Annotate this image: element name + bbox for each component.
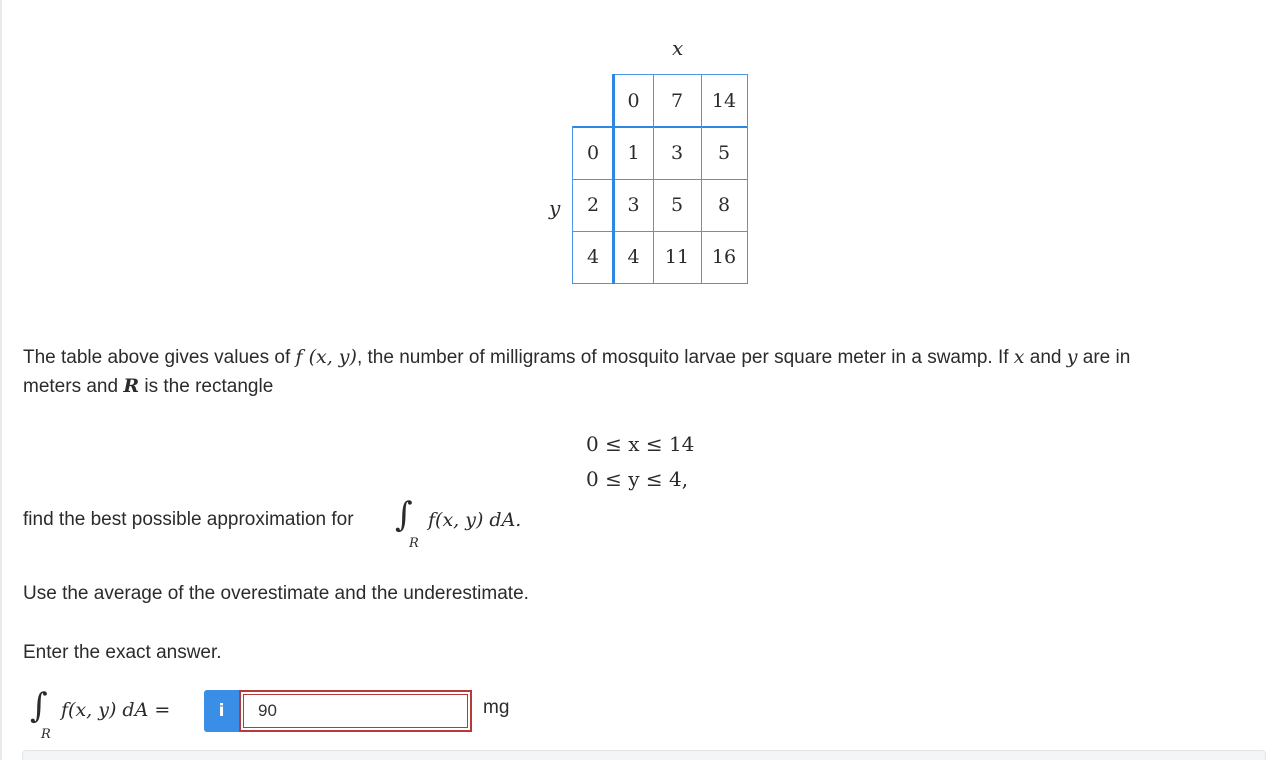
intro-function: f (x, y) <box>295 346 357 368</box>
answer-integral-subscript: R <box>41 727 51 742</box>
average-instruction: Use the average of the overestimate and the underestimate. <box>23 583 529 604</box>
table-grid-line <box>572 231 748 232</box>
problem-intro <box>23 343 1253 401</box>
table-grid-line <box>747 74 748 284</box>
integrand: f(x, y) dA. <box>428 509 522 531</box>
table-grid-line <box>572 126 573 284</box>
constraint-x: 0 ≤ x ≤ 14 <box>586 432 695 456</box>
x-header-cell: 0 <box>627 90 640 112</box>
info-button[interactable]: i <box>204 690 239 732</box>
table-grid-line <box>572 283 748 284</box>
table-value-cell: 1 <box>627 142 640 164</box>
table-value-cell: 11 <box>664 246 690 268</box>
find-text: find the best possible approximation for <box>23 509 354 530</box>
answer-integrand: f(x, y) dA = <box>61 699 171 721</box>
table-grid-line <box>653 74 654 284</box>
answer-integral-symbol: ∫ <box>30 686 48 726</box>
x-header-cell: 7 <box>670 90 684 112</box>
table-value-cell: 4 <box>627 246 640 268</box>
intro-region-r: R <box>123 375 140 397</box>
table-grid-line <box>614 74 748 75</box>
integral-symbol: ∫ <box>395 495 413 535</box>
intro-text: The table above gives values of <box>23 347 296 368</box>
next-section-panel <box>22 750 1266 760</box>
table-x-label: x <box>672 36 684 60</box>
y-header-cell: 2 <box>586 194 600 216</box>
table-grid-line <box>701 74 702 284</box>
y-header-cell: 4 <box>586 246 600 268</box>
table-grid-line <box>572 126 748 128</box>
table-value-cell: 8 <box>717 194 731 216</box>
table-value-cell: 5 <box>670 194 684 216</box>
intro-variable-y: y <box>1066 346 1078 368</box>
table-value-cell: 16 <box>711 246 737 268</box>
table-value-cell: 3 <box>670 142 684 164</box>
page-left-border <box>0 0 2 760</box>
table-value-cell: 3 <box>627 194 640 216</box>
table-y-label: y <box>549 196 561 220</box>
intro-text: is the rectangle <box>139 376 274 397</box>
intro-text: meters and <box>23 376 124 397</box>
intro-text: and <box>1024 347 1067 368</box>
integral-subscript: R <box>409 536 419 551</box>
table-grid-line <box>572 179 748 180</box>
constraint-y: 0 ≤ y ≤ 4, <box>586 467 689 491</box>
exact-instruction: Enter the exact answer. <box>23 642 222 663</box>
intro-text: are in <box>1077 347 1131 368</box>
y-header-cell: 0 <box>586 142 600 164</box>
table-value-cell: 5 <box>717 142 731 164</box>
x-header-cell: 14 <box>711 90 737 112</box>
intro-text: , the number of milligrams of mosquito larvae per square meter in a swamp. If <box>356 347 1014 368</box>
answer-input[interactable] <box>239 690 472 732</box>
table-grid-line <box>612 74 615 284</box>
answer-unit: mg <box>483 697 510 718</box>
intro-variable-x: x <box>1013 346 1025 368</box>
